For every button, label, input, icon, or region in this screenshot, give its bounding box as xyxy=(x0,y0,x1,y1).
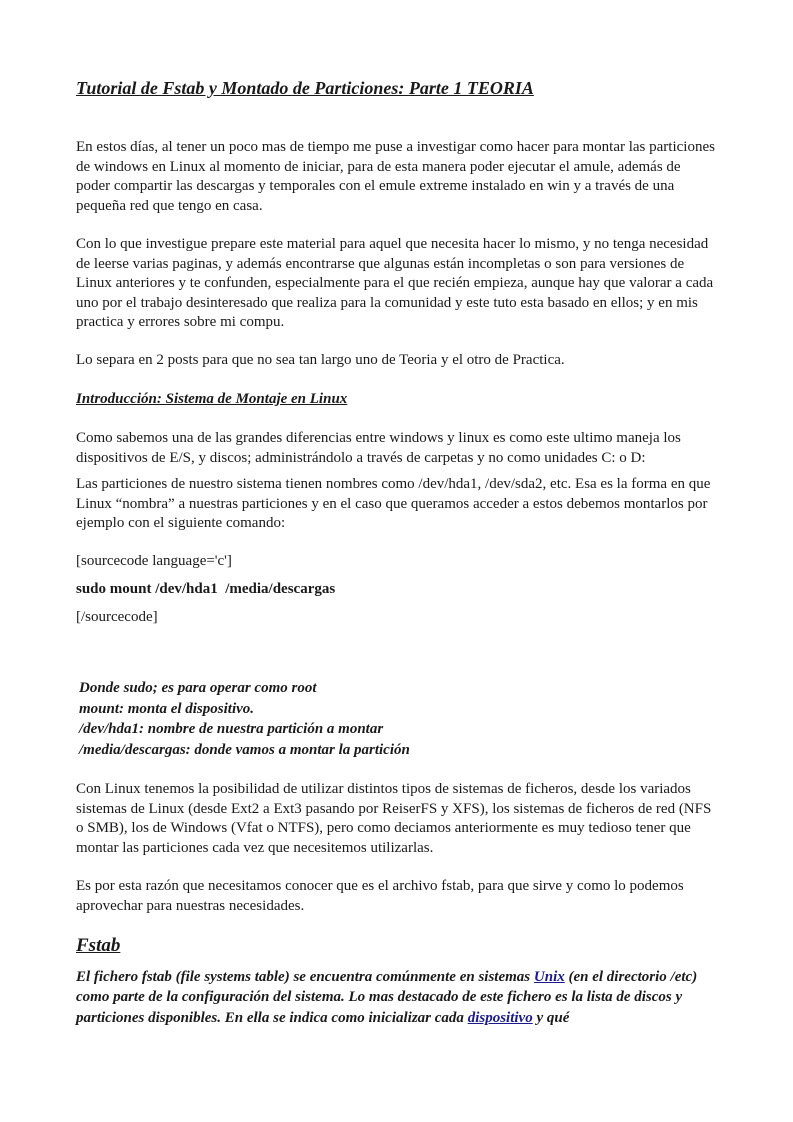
mount-command: sudo mount /dev/hda1 /media/descargas xyxy=(76,581,336,597)
intro-paragraph-3: Lo separa en 2 posts para que no sea tan largo uno de Teoria y el otro de Practica. xyxy=(76,352,565,368)
dispositivo-link[interactable]: dispositivo xyxy=(467,1009,533,1026)
page-title: Tutorial de Fstab y Montado de Particiones: Parte 1 TEORIA xyxy=(76,78,534,98)
intro-paragraph-2: Con lo que investigue prepare este material para aquel que necesita hacer lo mismo, y no tenga necesidad de leerse varias paginas, y además encontrarse que algunas están incompletas o son para versiones de Linux anteriores y te confunden, especialmente para el que recién empieza, aunque hay que valorar a cada uno por el trabajo desinteresado que realiza para la comunidad y este tuto esta basado en ellos; y en mis practica y errores sobre mi compu. xyxy=(76,236,714,331)
section-heading-introduccion: Introducción: Sistema de Montaje en Linux xyxy=(76,391,348,407)
fstab-text-2: (en el directorio /etc) como parte de la configuración del sistema. Lo mas destacado de este fichero es la lista de discos y particiones disponibles. En ella se indica como inicializar cada xyxy=(76,969,698,1026)
fstab-reason-paragraph: Es por esta razón que necesitamos conocer que es el archivo fstab, para que sirve y como lo podemos aprovechar para nuestras necesidades. xyxy=(76,878,684,914)
sourcecode-close-tag: [/sourcecode] xyxy=(76,609,158,625)
intro-section-paragraph-2: Las particiones de nuestro sistema tienen nombres como /dev/hda1, /dev/sda2, etc. Esa es la forma en que Linux “nombra” a nuestras particiones y en el caso que queramos acceder a estos debemos montarlos por ejemplo con el siguiente comando: xyxy=(76,476,711,532)
command-definitions xyxy=(79,678,721,760)
definition-device: /dev/hda1: nombre de nuestra partición a montar xyxy=(79,721,384,737)
section-heading-fstab: Fstab xyxy=(76,935,121,956)
definition-mountpoint: /media/descargas: donde vamos a montar la partición xyxy=(79,741,410,758)
unix-link[interactable]: Unix xyxy=(533,969,565,985)
fstab-text-1: El fichero fstab (file systems table) se encuentra comúnmente en sistemas xyxy=(76,969,534,985)
fstab-text-3: y qué xyxy=(532,1009,570,1026)
sourcecode-open-tag: [sourcecode language='c'] xyxy=(76,553,232,569)
fstab-intro-paragraph xyxy=(76,967,718,1028)
filesystems-paragraph: Con Linux tenemos la posibilidad de utilizar distintos tipos de sistemas de ficheros, desde los variados sistemas de Linux (desde Ext2 a Ext3 pasando por ReiserFS y XFS), los sistemas de ficheros de red (NFS o SMB), los de Windows (Vfat o NTFS), pero como deciamos anteriormente es muy tedioso tener que montar las particiones cada vez que necesitemos utilizarlas. xyxy=(76,781,712,856)
intro-section-paragraph-1: Como sabemos una de las grandes diferencias entre windows y linux es como este ultimo maneja los dispositivos de E/S, y discos; administrándolo a través de carpetas y no como unidades C: o D: xyxy=(76,430,681,466)
definition-sudo: Donde sudo; es para operar como root xyxy=(79,680,317,696)
definition-mount: mount: monta el dispositivo. xyxy=(79,700,255,717)
intro-paragraph-1: En estos días, al tener un poco mas de tiempo me puse a investigar como hacer para montar las particiones de windows en Linux al momento de iniciar, para de esta manera poder ejecutar el amule, además de poder compartir las descargas y temporales con el emule extreme instalado en win y a través de una pequeña red que tengo en casa. xyxy=(76,139,715,214)
